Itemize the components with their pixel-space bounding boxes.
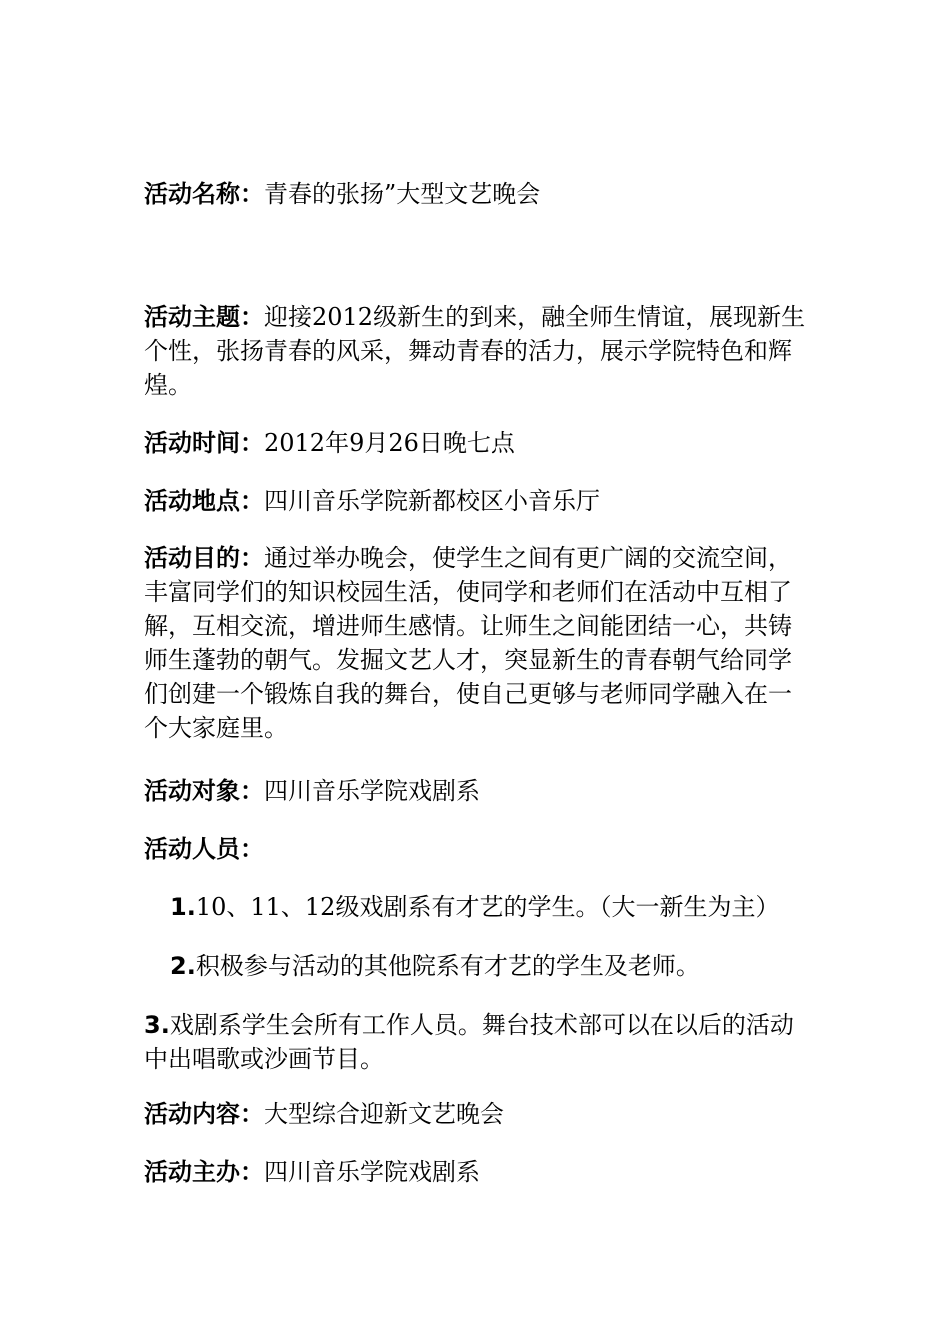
activity-name-label: 活动名称： xyxy=(144,180,264,208)
activity-time-value: 2012年9月26日晚七点 xyxy=(264,429,515,457)
activity-theme-value: 迎接2012级新生的到来，融全师生情谊，展现新生个性，张扬青春的风采，舞动青春的活力，展示学院特色和辉煌。 xyxy=(144,303,806,399)
personnel-item xyxy=(170,890,830,924)
activity-name xyxy=(144,177,814,211)
activity-place xyxy=(144,484,814,518)
activity-personnel xyxy=(144,832,814,866)
activity-personnel-label: 活动人员： xyxy=(144,835,264,863)
activity-content-value: 大型综合迎新文艺晚会 xyxy=(264,1100,504,1128)
activity-theme-label: 活动主题： xyxy=(144,303,264,331)
activity-content xyxy=(144,1097,814,1131)
personnel-item-text: 戏剧系学生会所有工作人员。舞台技术部可以在以后的活动中出唱歌或沙画节目。 xyxy=(144,1011,794,1073)
activity-purpose-value: 通过举办晚会，使学生之间有更广阔的交流空间，丰富同学们的知识校园生活，使同学和老师们在活动中互相了解，互相交流，增进师生感情。让师生之间能团结一心，共铸师生蓬勃的朝气。发掘文艺人才，突显新生的青春朝气给同学们创建一个锻炼自我的舞台，使自己更够与老师同学融入在一个大家庭里。 xyxy=(144,544,792,742)
personnel-item-number: 2. xyxy=(170,952,196,980)
activity-theme xyxy=(144,300,814,402)
activity-target xyxy=(144,774,814,808)
personnel-item-number: 1. xyxy=(170,893,196,921)
activity-content-label: 活动内容： xyxy=(144,1100,264,1128)
activity-target-value: 四川音乐学院戏剧系 xyxy=(264,777,480,805)
activity-name-value: 青春的张扬”大型文艺晚会 xyxy=(264,180,541,208)
personnel-item-text: 10、11、12级戏剧系有才艺的学生。（大一新生为主） xyxy=(195,893,780,921)
personnel-item-number: 3. xyxy=(144,1011,170,1039)
activity-place-value: 四川音乐学院新都校区小音乐厅 xyxy=(264,487,600,515)
activity-organizer-label: 活动主办： xyxy=(144,1158,264,1186)
activity-purpose xyxy=(144,541,814,745)
personnel-item-text: 积极参与活动的其他院系有才艺的学生及老师。 xyxy=(195,952,700,980)
personnel-item xyxy=(144,1008,814,1076)
activity-target-label: 活动对象： xyxy=(144,777,264,805)
activity-place-label: 活动地点： xyxy=(144,487,264,515)
activity-organizer-value: 四川音乐学院戏剧系 xyxy=(264,1158,480,1186)
activity-time xyxy=(144,426,814,460)
activity-purpose-label: 活动目的： xyxy=(144,544,264,572)
activity-organizer xyxy=(144,1155,814,1189)
activity-time-label: 活动时间： xyxy=(144,429,264,457)
personnel-item xyxy=(170,949,830,983)
